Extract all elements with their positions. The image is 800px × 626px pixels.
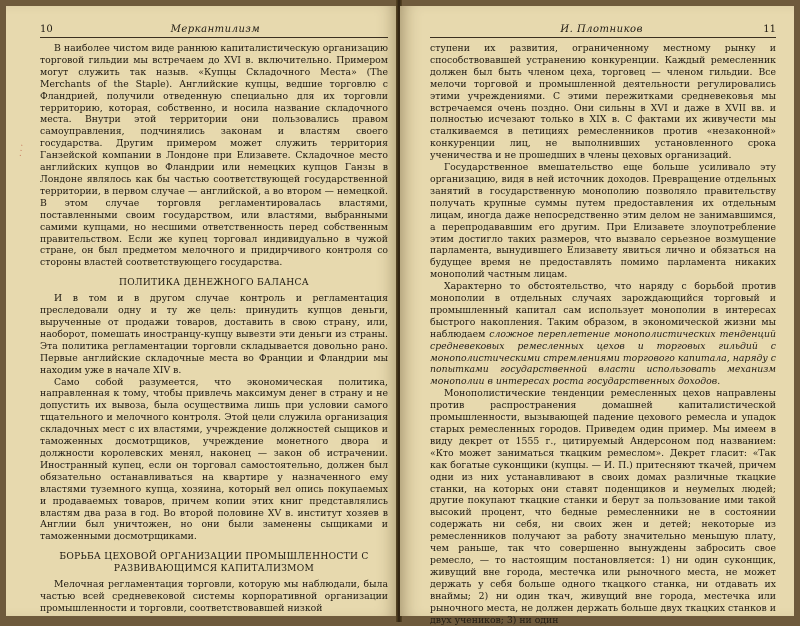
left-running-title: Меркантилизм [170, 24, 261, 35]
section-heading-guild-struggle: БОРЬБА ЦЕХОВОЙ ОРГАНИЗАЦИИ ПРОМЫШЛЕННОСТИ С РАЗВИВАЮЩИМСЯ КАПИТАЛИЗМОМ [59, 552, 369, 575]
left-paragraph: В наиболее чистом виде раннюю капиталистическую организацию торговой гильдии мы встречаем до XVI в. включительно. Примером могут служить так назыв. «Купцы Складочного Места» (The Merchants of the Staple). Английские купцы, ведшие торговлю с Фландрией, получили отведенную специально для их торговли территорию, которая, собственно, и носила название складочного места. Внутри этой территории они пользовались правом самоуправления, подчинялись законам и властям своего государства. Другим примером может служить территория Ганзейской компании в Лондоне при Елизавете. Складочное место английских купцов во Фландрии или немецких купцов Ганзы в Лондоне являлось как бы частью соответствующей государственной территории, в первом случае — английской, а во втором — немецкой. В этом случае торговля регламентировалась властями, поставленными своим государством, или властями, выбранными самими купцами, но несшими ответственность перед собственным правительством. Если же купец торговал индивидуально в чужой стране, он был предметом мелочного и придирчивого контроля со стороны властей соответствующего государства. [40, 43, 388, 269]
left-paragraph: Само собой разумеется, что экономическая политика, направленная к тому, чтобы привлечь максимум денег в страну и не допустить их вывоза, была осуществима лишь при условии самого тщательного и мелочного контроля. Этой цели служила организация складочных мест с их властями, учреждение должностей сыщиков и таможенных досмотрщиков, учреждение монетного двора и должности королевских менял, наконец — закон об истрачении. Иностранный купец, если он торговал самостоятельно, должен был обязательно останавливаться на квартире у назначенного ему властями туземного купца, хозяина, который вел опись покупаемых и продаваемых товаров, причем копии этих книг представлялись властям два раза в год. Во второй половине XV в. институт хозяев в Англии был уничтожен, но они были заменены сыщиками и таможенными досмотрщиками. [40, 376, 388, 543]
right-paragraph: ступени их развития, ограниченному местному рынку и способствовавшей устранению конкуренции. Каждый ремесленник должен был быть членом цеха, торговец — членом гильдии. Все мелочи торговой и промышленной деятельности регулировались этими учреждениями. С этими пережитками средневековья мы встречаемся очень поздно. Они сильны в XVI и даже в XVII вв. и полностью исчезают только в XIX в. С фактами их живучести мы сталкиваемся в петициях ремесленников против «незаконной» конкуренции лиц, не выполнивших установленного срока ученичества и не прошедших в члены цеховых организаций. [430, 43, 776, 162]
italic-emphasis: сложное переплетение монополистических тенденций средневековых ремесленных цехов и торговых гильдий с монополистическими стремлениями торгового капитала, наряду с попытками государственной власти использовать механизм монополии в интересах роста государственных доходов. [430, 328, 776, 388]
left-running-head [40, 6, 388, 38]
right-paragraph: Монополистические тенденции ремесленных цехов направлены против распространения домашней капиталистической промышленности, вызывающей падение цехового ремесла и упадок старых ремесленных городов. Приведем один пример. Мы имеем в виду декрет от 1555 г., цитируемый Андерсоном под названием: «Кто может заниматься ткацким ремеслом». Декрет гласит: «Так как богатые суконщики (купцы. — И. П.) притесняют ткачей, причем одни из них устанавливают в своих домах различные ткацкие станки, на которых они ставят поденщиков и неумелых людей; другие покупают ткацкие станки и берут за пользование ими такой высокий процент, что бедные ремесленники не в состоянии содержать ни себя, ни своих жен и детей; некоторые из ремесленников получают за работу значительно меньшую плату, чем раньше, так что совершенно вынуждены забросить свое ремесло, — то настоящим постановляется: 1) ни один суконщик, живущий вне города, местечка или рыночного места, не может держать у себя больше одного ткацкого станка, ни отдавать их внаймы; 2) ни один ткач, живущий вне города, местечка или рыночного места, не должен держать больше двух ткацких станков и двух учеников; 3) ни один [430, 388, 776, 626]
right-paragraph-lead: Характерно то обстоятельство, что наряду с борьбой против монополии в отдельных случаях зарождающийся торговый и промышленный капитал сам использует монополии в интересах быстрого накопления. Таким образом, в экономической жизни мы наблюдаем [430, 281, 776, 340]
margin-pencil-note: · · · [16, 143, 27, 158]
right-running-head [430, 6, 776, 38]
left-page [6, 6, 398, 616]
left-page-number: 10 [40, 24, 53, 35]
right-running-title: И. Плотников [560, 24, 643, 35]
right-paragraph-italic-mix [430, 281, 776, 388]
left-body-text [40, 43, 388, 615]
left-paragraph: И в том и в другом случае контроль и регламентация преследовали одну и ту же цель: принудить купцов деньги, вырученные от продажи товаров, доставить в свою страну, или, наоборот, помешать иностранцу-купцу вывезти эти деньги из страны. Эта политика регламентации торговли складывается довольно рано. Первые английские складочные места во Франции и Фландрии мы находим уже в начале XIV в. [40, 293, 388, 376]
right-page-number: 11 [763, 24, 776, 35]
section-heading-monetary-balance: ПОЛИТИКА ДЕНЕЖНОГО БАЛАНСА [119, 278, 309, 289]
right-body-text [430, 43, 776, 626]
right-page [400, 6, 794, 626]
right-paragraph: Государственное вмешательство еще больше усиливало эту организацию, видя в ней источник доходов. Превращение отдельных занятий в государственную монополию позволяло правительству получать крупные суммы путем предоставления их отдельным лицам, иногда даже непосредственно этим делом не занимавшимся, а перепродававшим его другим. При Елизавете злоупотребление этим достигло таких размеров, что вызвало серьезное возмущение парламента, вынудившего Елизавету явиться лично и обязаться на будущее время не предоставлять помимо парламента никаких монополий частным лицам. [430, 162, 776, 281]
left-paragraph: Мелочная регламентация торговли, которую мы наблюдали, была частью всей средневековой системы корпоративной организации промышленности и торговли, соответствовавшей низкой [40, 579, 388, 615]
